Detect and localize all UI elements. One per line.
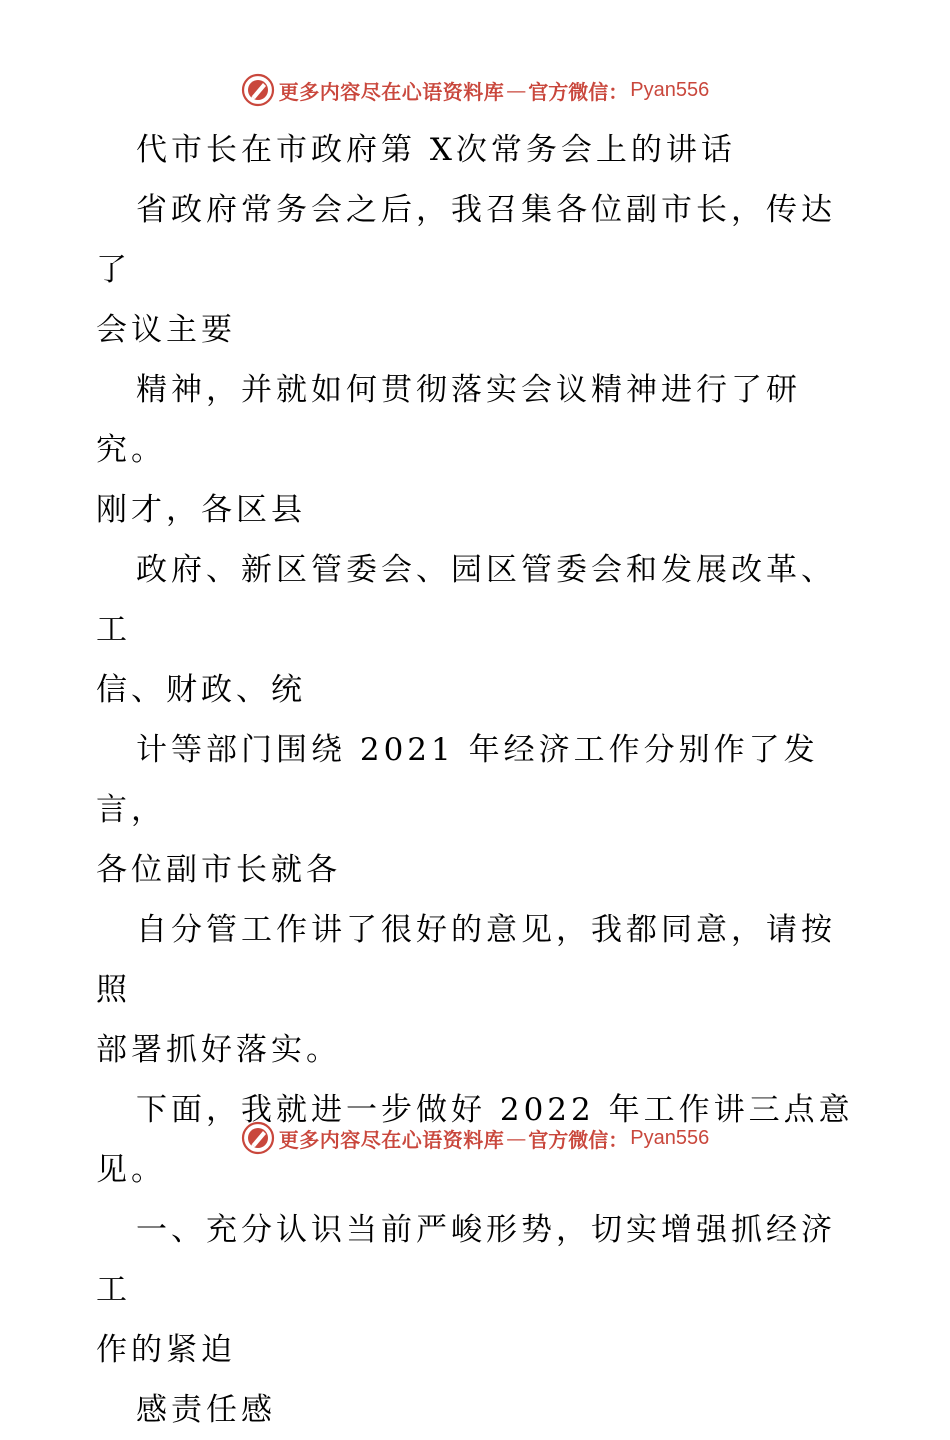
text-line: 作的紧迫 [96,1332,236,1368]
watermark-dash: — [506,1126,527,1150]
text-line: 刚才，各区县 [96,492,306,528]
text-line: 精神，并就如何贯彻落实会议精神进行了研究。 [96,372,801,468]
watermark-header [0,70,950,110]
text-line: 一、充分认识当前严峻形势，切实增强抓经济工 [96,1212,836,1308]
text-line: 部署抓好落实。 [96,1032,341,1068]
text-line: 各位副市长就各 [96,852,341,888]
watermark-id: Pyan556 [630,78,710,101]
pen-logo-icon [241,73,275,107]
watermark-footer [0,1118,950,1158]
text-line: 下面，我就进一步做好 2022 年工作讲三点意 [136,1092,854,1128]
text-line: 会议主要 [96,312,236,348]
text-line: 信、财政、统 [96,672,306,708]
text-line: 政府、新区管委会、园区管委会和发展改革、工 [96,552,836,648]
document-body [96,120,858,1440]
watermark-label: 官方微信： [528,79,629,104]
watermark-id: Pyan556 [630,1126,710,1149]
text-line: 自分管工作讲了很好的意见，我都同意，请按照 [96,912,836,1008]
watermark-dash: — [506,78,527,102]
text-line: 计等部门围绕 2021 年经济工作分别作了发言， [96,732,819,828]
text-line: 见。 [96,1152,166,1188]
text-line: 代市长在市政府第 X次常务会上的讲话 [136,132,736,168]
watermark-text: 更多内容尽在心语资料库 [278,79,505,104]
watermark-label: 官方微信： [528,1127,629,1152]
pen-logo-icon [241,1121,275,1155]
text-line: 省政府常务会之后，我召集各位副市长，传达了 [96,192,836,288]
text-line: 感责任感 [136,1392,276,1428]
watermark-text: 更多内容尽在心语资料库 [278,1127,505,1152]
